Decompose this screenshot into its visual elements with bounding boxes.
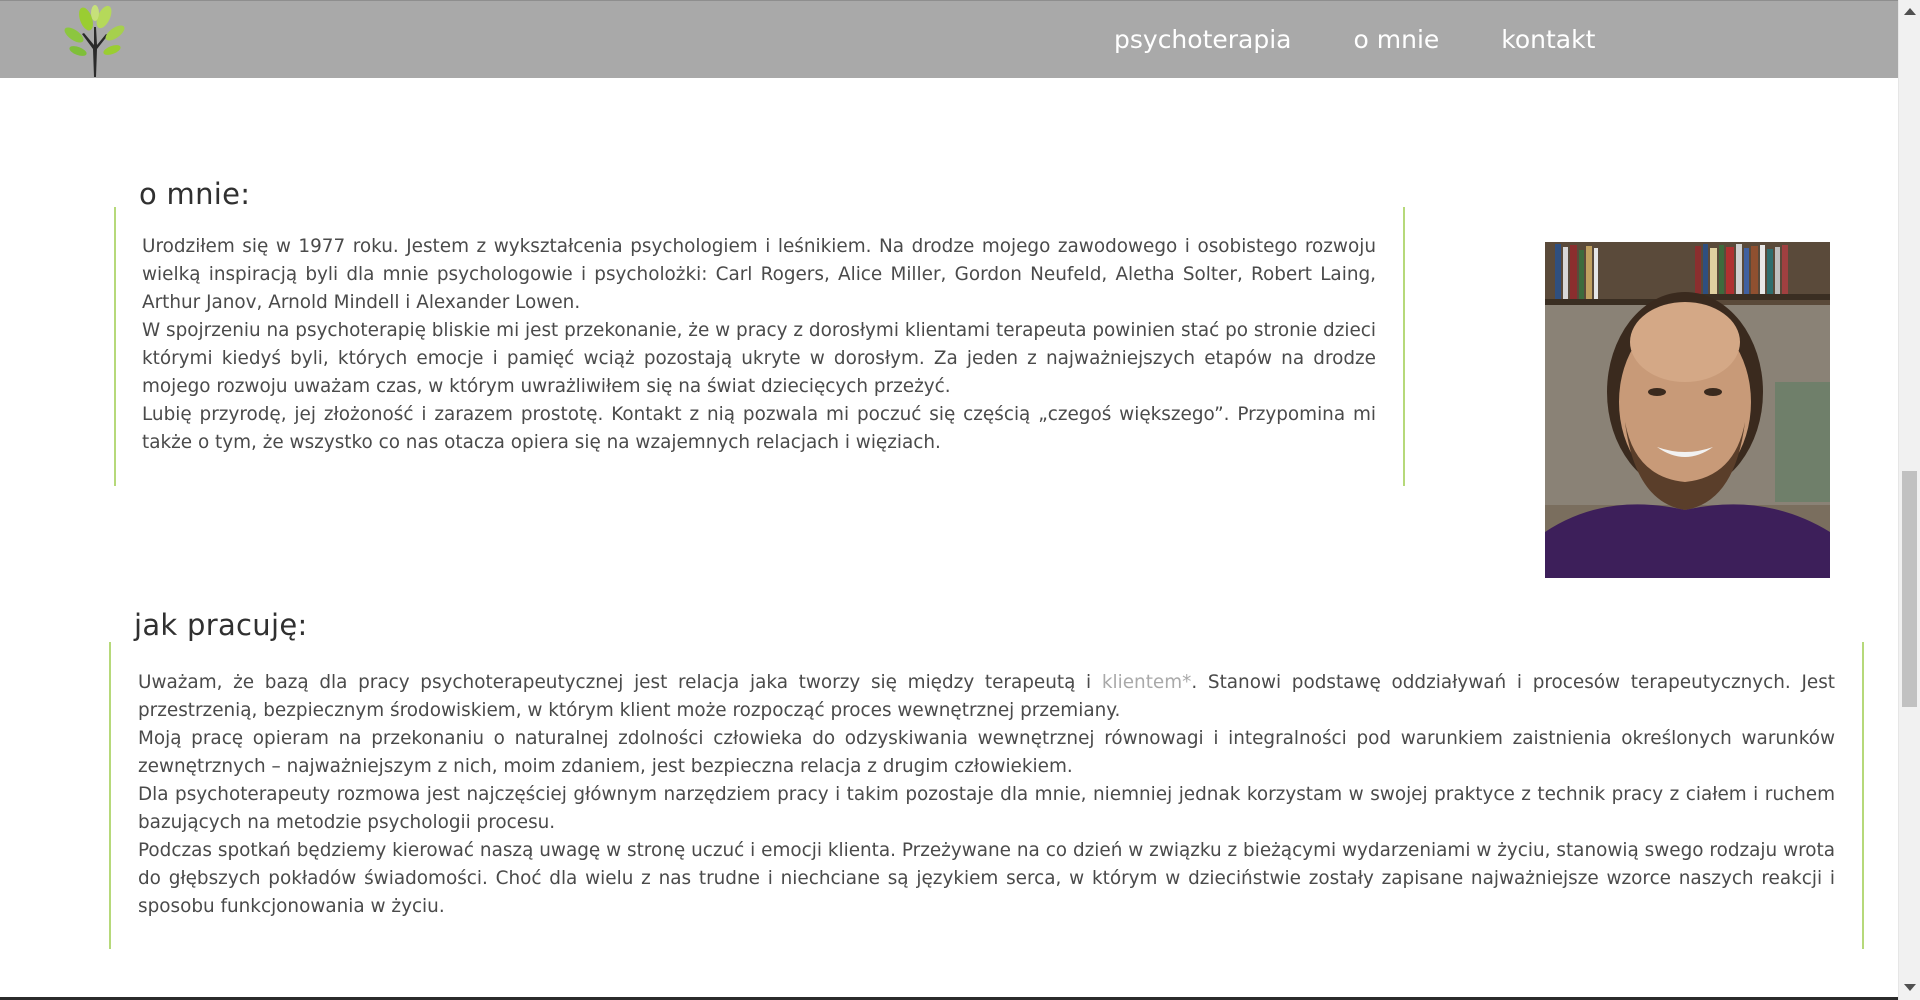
work-text xyxy=(138,669,1835,921)
main-nav xyxy=(1114,23,1595,57)
nav-link-kontakt[interactable]: kontakt xyxy=(1501,25,1596,54)
work-paragraph: Podczas spotkań będziemy kierować naszą uwagę w stronę uczuć i emocji klienta. Przeżywane na co dzień w związku z bieżącymi wydarzeniami w życiu, stanowią swego rodzaju wrota do głębszych pokładów świadomości. Choć dla wielu z nas trudne i niechciane są językiem serca, w którym w dzieciństwie zostały zapisane najważniejsze wzorce naszych reakcji i sposobu funkcjonowania w życiu. xyxy=(138,840,1835,917)
nav-link-psychoterapia[interactable]: psychoterapia xyxy=(1114,25,1292,54)
about-paragraph: W spojrzeniu na psychoterapię bliskie mi jest przekonanie, że w pracy z dorosłymi klientami terapeuta powinien stać po stronie dzieci którymi kiedyś byli, których emocje i pamięć wciąż pozostają ukryte w dorosłym. Za jeden z najważniejszych etapów na drodze mojego rozwoju uważam czas, w którym uwrażliwiłem się na świat dziecięcych przeżyć. xyxy=(142,320,1376,397)
work-paragraph xyxy=(138,669,1835,725)
work-paragraph: Dla psychoterapeuty rozmowa jest najczęściej głównym narzędziem pracy i takim pozostaje dla mnie, niemniej jednak korzystam w swojej praktyce z technik pracy z ciałem i ruchem bazujących na metodzie psychologii procesu. xyxy=(138,784,1835,833)
scroll-down-arrow-icon[interactable] xyxy=(1904,984,1916,991)
about-paragraph: Lubię przyrodę, jej złożoność i zarazem prostotę. Kontakt z nią pozwala mi poczuć się częścią „czegoś większego”. Przypomina mi także o tym, że wszystko co nas otacza opiera się na wzajemnych relacjach i więziach. xyxy=(142,404,1376,453)
about-text xyxy=(142,233,1376,457)
nav-link-o-mnie[interactable]: o mnie xyxy=(1353,25,1440,54)
scrollbar-thumb[interactable] xyxy=(1902,471,1917,707)
top-navigation-bar xyxy=(0,0,1898,78)
work-paragraph: Moją pracę opieram na przekonaniu o naturalnej zdolności człowieka do odzyskiwania wewnętrznej równowagi i integralności pod warunkiem zaistnienia określonych warunków zewnętrznych – najważniejszym z nich, moim zdaniem, jest bezpieczna relacja z drugim człowiekiem. xyxy=(138,728,1835,777)
klientem-footnote-link[interactable]: klientem* xyxy=(1101,672,1192,693)
about-paragraph: Urodziłem się w 1977 roku. Jestem z wykształcenia psychologiem i leśnikiem. Na drodze mojego zawodowego i osobistego rozwoju wielką inspiracją byli dla mnie psychologowie i psycholożki: Carl Rogers, Alice Miller, Gordon Neufeld, Aletha Solter, Robert Laing, Arthur Janov, Arnold Mindell i Alexander Lowen. xyxy=(142,236,1376,313)
work-paragraph-end: . Stanowi podstawę oddziaływań i procesów terapeutycznych. Jest przestrzenią, bezpiecznym środowiskiem, w którym klient może rozpocząć proces wewnętrznej przemiany. xyxy=(138,672,1835,721)
about-section-title: o mnie: xyxy=(139,177,251,211)
scroll-up-arrow-icon[interactable] xyxy=(1904,8,1916,15)
work-paragraph-start: Uważam, że bazą dla pracy psychoterapeutycznej jest relacja jaka tworzy się między terapeutą i xyxy=(138,672,1102,693)
vertical-scrollbar[interactable] xyxy=(1898,0,1920,1000)
work-section-title: jak pracuję: xyxy=(134,608,308,642)
tree-logo-icon[interactable] xyxy=(64,5,126,77)
therapist-portrait xyxy=(1545,242,1830,578)
